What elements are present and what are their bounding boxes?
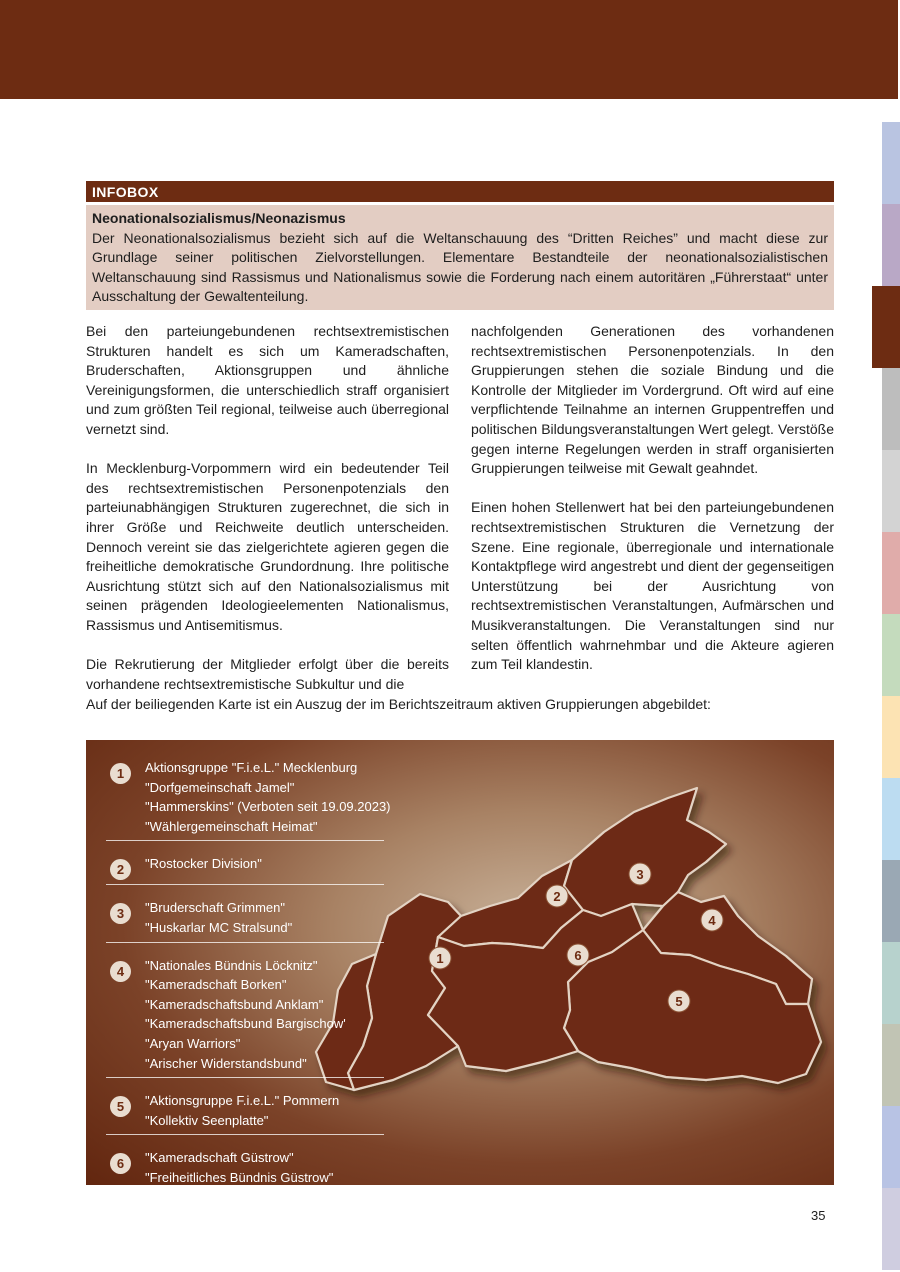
legend-number: 1 [110,763,131,784]
chapter-tab[interactable] [882,942,900,1024]
map-marker-2[interactable] [546,885,568,907]
legend-group: "Bruderschaft Grimmen" [145,900,285,916]
map-marker-label: 2 [553,889,561,904]
legend-group: "Dorfgemeinschaft Jamel" [145,779,295,795]
map-marker-5[interactable] [668,990,690,1012]
chapter-tab[interactable] [882,1106,900,1188]
legend-group: "Kameradschaft Borken" [145,977,287,993]
chapter-tab[interactable] [882,532,900,614]
legend-item-2 [106,854,384,885]
legend-group: "Kameradschaft Güstrow" [145,1150,294,1166]
legend-group: "Aktionsgruppe F.i.e.L." Pommern [145,1093,340,1109]
chapter-tab[interactable] [882,1188,900,1270]
chapter-tabs [882,122,900,1272]
map-panel [86,740,834,1185]
chapter-tab[interactable] [882,204,900,286]
map-legend [106,758,391,1185]
legend-number: 4 [110,961,131,982]
map-marker-3[interactable] [629,863,651,885]
chapter-tab[interactable] [882,450,900,532]
map-regions [316,788,821,1090]
legend-item-3 [106,898,384,942]
legend-group: "Aryan Warriors" [145,1035,241,1051]
legend-group: "Freiheitliches Bündnis Güstrow" [145,1169,334,1185]
legend-group: "Nationales Bündnis Löcknitz" [145,957,318,973]
infobox-body [86,205,834,310]
map-marker-1[interactable] [429,947,451,969]
legend-number: 5 [110,1096,131,1117]
legend-group: "Wählergemeinschaft Heimat" [145,818,318,834]
legend-item-6 [106,1148,384,1185]
legend-number: 3 [110,903,131,924]
paragraph: Die Rekrutierung der Mitglieder erfolgt über die bereits vorhandene rechtsextremistische Subkultur und die [86,656,449,692]
legend-group: "Hammerskins" (Verboten seit 19.09.2023) [145,799,391,815]
paragraph: In Mecklenburg-Vorpommern wird ein bedeutender Teil des rechtsextremistischen Personenpotenzials den parteiunabhängigen Strukturen zugerechnet, die sich in ihrer Größe und Reichweite deutlich unterscheiden. Dennoch vereint sie das zielgerichtete agieren gegen die freiheitliche demokratische Grundordnung. Ihre politische Ausrichtung stützt sich auf den Nationalsozialismus mit seinen prägenden Ideologieelementen Nationalismus, Rassismus und Antisemitismus. [86,460,449,633]
chapter-tab[interactable] [882,368,900,450]
infobox-text: Der Neonationalsozialismus bezieht sich auf die Weltanschauung des “Dritten Reiches” und macht diese zur Grundlage seiner politischen Zielvorstellungen. Elementare Bestandteile der neonationalsozialistischen Weltanschauung sind Rassismus und Nationalismus sowie die Forderung nach einem autoritären „Führerstaat“ unter Ausschaltung der Gewaltenteilung. [92,229,828,305]
text-column-right [471,322,834,694]
legend-group: Aktionsgruppe "F.i.e.L." Mecklenburg [145,760,358,775]
region-3[interactable] [564,788,726,916]
chapter-tab[interactable] [882,860,900,942]
chapter-tab[interactable] [882,778,900,860]
infobox-label: INFOBOX [86,181,834,202]
legend-group: "Kameradschaftsbund Anklam" [145,996,324,1012]
legend-item-5 [106,1091,384,1135]
legend-number: 2 [110,859,131,880]
text-column-left [86,322,449,714]
map-marker-4[interactable] [701,909,723,931]
paragraph: nachfolgenden Generationen des vorhandenen rechtsextremistischen Personenpotenzials. In den Gruppierungen stehen die soziale Bindung und die Kontrolle der Mitglieder im Vordergrund. Oft wird auf eine verpflichtende Teilnahme an internen Gruppentreffen und politischen Bildungsveranstaltungen Wert gelegt. Verstöße gegen interne Regelungen werden in straff organisierten Gruppierungen teilweise mit Gewalt geahndet. [471,323,834,477]
header-band [0,0,898,99]
legend-group: "Arischer Widerstandsbund" [145,1055,307,1071]
map-marker-label: 3 [636,867,644,882]
paragraph: Bei den parteiungebundenen rechtsextremistischen Strukturen handelt es sich um Kameradschaften, Bruderschaften, Aktionsgruppen und ähnliche Vereinigungsformen, die unterschiedlich straff organisiert und zum größten Teil regional, teilweise auch überregional vernetzt sind. [86,323,449,437]
chapter-tab[interactable] [882,696,900,778]
legend-number: 6 [110,1153,131,1174]
legend-group: "Kameradschaftsbund Bargischow' [145,1016,346,1032]
legend-item-1 [106,758,391,841]
chapter-tab[interactable] [882,1024,900,1106]
map-caption: Auf der beiliegenden Karte ist ein Auszug der im Berichtszeitraum aktiven Gruppierungen abgebildet: [86,696,711,712]
legend-group: "Kollektiv Seenplatte" [145,1112,269,1128]
legend-group: "Huskarlar MC Stralsund" [145,919,293,935]
legend-group: "Rostocker Division" [145,856,262,872]
paragraph: Einen hohen Stellenwert hat bei den parteiungebundenen rechtsextremistischen Strukturen die Vernetzung der Szene. Eine regionale, überregionale und internationale Kontaktpflege wird angestrebt und dient der gegenseitigen Unterstützung bei der Ausrichtung von rechtsextremistischen Veranstaltungen, Aufmärschen und Musikveranstaltungen. Die Veranstaltungen sind nur selten öffentlich wahrnehmbar und die Akteure agieren zum Teil klandestin. [471,499,834,673]
map-marker-6[interactable] [567,944,589,966]
map-marker-label: 1 [436,951,444,966]
infobox-title: Neonationalsozialismus/Neonazismus [92,210,346,226]
map-marker-label: 6 [574,948,582,963]
chapter-tab[interactable] [882,122,900,204]
chapter-tab[interactable] [882,614,900,696]
chapter-tab-active[interactable] [872,286,900,368]
infobox [86,181,834,310]
map-marker-label: 4 [708,913,716,928]
map-marker-label: 5 [675,994,683,1009]
legend-item-4 [106,956,384,1079]
page-number: 35 [811,1208,826,1223]
